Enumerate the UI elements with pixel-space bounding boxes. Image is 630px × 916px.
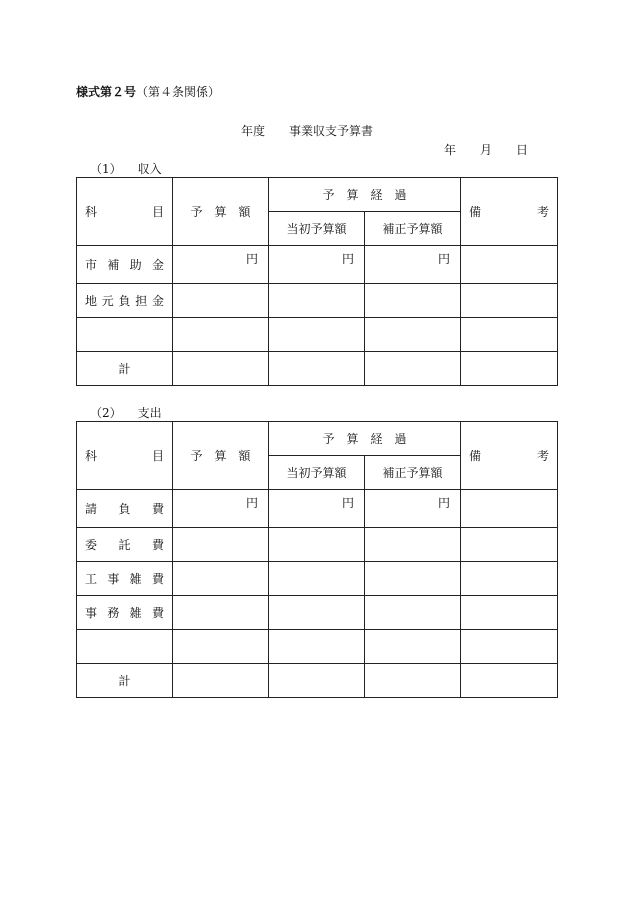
income-yen-initial: 円 — [269, 246, 365, 284]
expense-heading-label: 支出 — [137, 406, 162, 420]
income-cell — [269, 318, 365, 352]
expense-cell — [173, 630, 269, 664]
expense-cell — [461, 562, 558, 596]
expense-cell — [461, 664, 558, 698]
expense-header-item: 科 目 — [77, 422, 173, 490]
expense-table — [76, 421, 558, 698]
income-cell — [365, 284, 461, 318]
income-total-label: 計 — [77, 352, 173, 386]
expense-cell — [365, 664, 461, 698]
income-header-initial: 当初予算額 — [269, 212, 365, 246]
expense-header-remarks: 備 考 — [461, 422, 558, 490]
income-cell — [365, 352, 461, 386]
expense-cell — [461, 596, 558, 630]
title-year: 年度 — [241, 124, 266, 138]
expense-cell — [461, 528, 558, 562]
expense-total-label: 計 — [77, 664, 173, 698]
expense-cell — [173, 664, 269, 698]
expense-header-revised: 補正予算額 — [365, 456, 461, 490]
income-header-revised: 補正予算額 — [365, 212, 461, 246]
income-yen-budget: 円 — [173, 246, 269, 284]
expense-cell — [173, 528, 269, 562]
expense-cell — [365, 562, 461, 596]
expense-cell — [269, 528, 365, 562]
income-cell — [173, 352, 269, 386]
form-number — [76, 83, 220, 100]
expense-cell — [365, 528, 461, 562]
income-header-budget: 予 算 額 — [173, 178, 269, 246]
income-cell — [365, 318, 461, 352]
income-cell — [461, 284, 558, 318]
income-header-progress: 予 算 経 過 — [269, 178, 461, 212]
expense-yen-revised: 円 — [365, 490, 461, 528]
expense-header-initial: 当初予算額 — [269, 456, 365, 490]
income-cell — [461, 352, 558, 386]
date-year: 年 — [444, 143, 457, 157]
expense-cell — [365, 596, 461, 630]
date-day: 日 — [516, 143, 529, 157]
expense-cell — [365, 630, 461, 664]
expense-cell — [173, 562, 269, 596]
income-cell — [173, 318, 269, 352]
income-row-label: 市 補 助 金 — [77, 246, 173, 284]
expense-cell — [461, 490, 558, 528]
page-title: 事業収支予算書 — [289, 124, 374, 138]
expense-yen-initial: 円 — [269, 490, 365, 528]
income-cell — [269, 352, 365, 386]
date-month: 月 — [480, 143, 493, 157]
expense-header-budget: 予 算 額 — [173, 422, 269, 490]
expense-row-label: 工 事 雑 費 — [77, 562, 173, 596]
expense-yen-budget: 円 — [173, 490, 269, 528]
expense-cell — [269, 664, 365, 698]
income-row-label: 地 元 負 担 金 — [77, 284, 173, 318]
income-heading — [90, 160, 162, 177]
expense-row-label: 請 負 費 — [77, 490, 173, 528]
expense-row-label: 事 務 雑 費 — [77, 596, 173, 630]
expense-row-label — [77, 630, 173, 664]
income-yen-revised: 円 — [365, 246, 461, 284]
income-cell — [461, 318, 558, 352]
form-number-article: （第４条関係） — [136, 85, 221, 99]
expense-row-label: 委 託 費 — [77, 528, 173, 562]
expense-cell — [269, 562, 365, 596]
form-number-bold: 様式第２号 — [76, 85, 137, 99]
expense-cell — [269, 630, 365, 664]
expense-cell — [461, 630, 558, 664]
income-header-item: 科 目 — [77, 178, 173, 246]
income-heading-number: （1） — [90, 162, 122, 176]
income-header-remarks: 備 考 — [461, 178, 558, 246]
income-row-label — [77, 318, 173, 352]
income-cell — [173, 284, 269, 318]
expense-cell — [173, 596, 269, 630]
income-heading-label: 収入 — [137, 162, 162, 176]
expense-header-progress: 予 算 経 過 — [269, 422, 461, 456]
income-table — [76, 177, 558, 386]
expense-heading-number: （2） — [90, 406, 122, 420]
expense-cell — [269, 596, 365, 630]
income-cell — [269, 284, 365, 318]
expense-heading — [90, 404, 162, 421]
income-cell — [461, 246, 558, 284]
